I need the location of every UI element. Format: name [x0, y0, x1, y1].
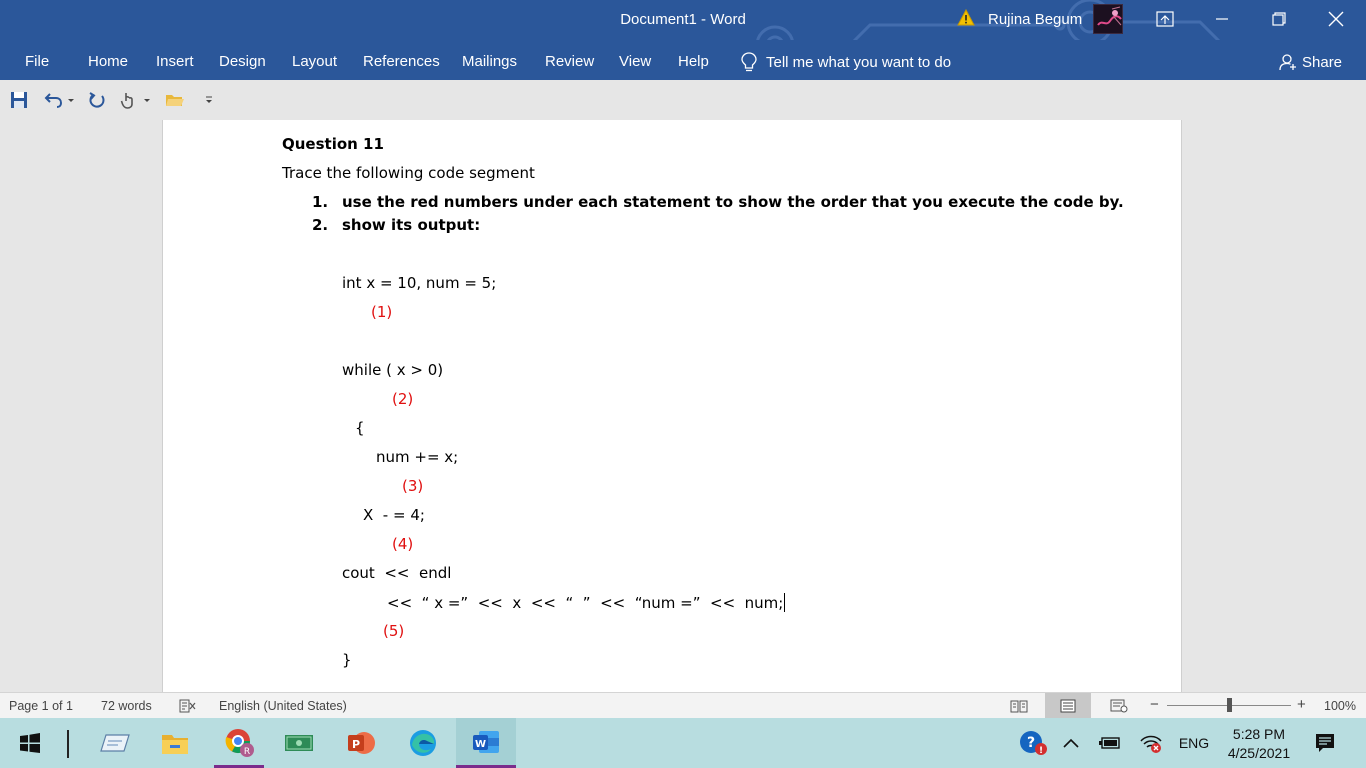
battery-button[interactable] — [1096, 718, 1124, 768]
network-button[interactable] — [1136, 718, 1166, 768]
restore-icon — [1272, 12, 1286, 26]
restore-button[interactable] — [1267, 8, 1291, 30]
avatar-image-icon — [1094, 5, 1123, 34]
title-bar — [0, 0, 1366, 40]
tab-review[interactable]: Review — [545, 53, 595, 70]
status-bar — [0, 692, 1366, 718]
word-icon — [471, 728, 501, 756]
lightbulb-icon — [741, 52, 757, 72]
svg-text:W: W — [474, 738, 487, 750]
code-line: num += x; — [376, 448, 459, 466]
avatar[interactable] — [1093, 4, 1123, 34]
tab-design[interactable]: Design — [219, 53, 266, 70]
save-button[interactable] — [10, 90, 28, 110]
intro-text: Trace the following code segment — [282, 164, 535, 182]
notification-icon — [1315, 733, 1335, 753]
zoom-out-button[interactable]: − — [1150, 696, 1159, 713]
undo-icon — [44, 91, 64, 109]
code-brace: } — [342, 651, 352, 669]
instruction-text: show its output: — [342, 216, 481, 234]
open-button[interactable] — [165, 90, 185, 110]
network-disconnected-icon — [1139, 732, 1163, 754]
web-layout-button[interactable] — [1100, 693, 1138, 718]
minimize-icon — [1215, 12, 1229, 26]
help-notification[interactable] — [1016, 718, 1050, 768]
chevron-down-icon — [67, 96, 75, 104]
tablet-icon — [100, 733, 130, 753]
warning-icon[interactable] — [957, 9, 975, 27]
ribbon-tabs — [0, 40, 1366, 80]
read-mode-button[interactable] — [1000, 693, 1038, 718]
taskbar — [0, 718, 1366, 768]
account-name[interactable]: Rujina Begum — [988, 11, 1083, 28]
taskbar-app-powerpoint[interactable] — [338, 718, 384, 768]
taskbar-app-taskview[interactable] — [92, 718, 138, 768]
print-layout-button[interactable] — [1045, 693, 1091, 718]
ribbon-display-options-button[interactable] — [1153, 8, 1177, 30]
chevron-up-icon — [1063, 738, 1079, 748]
share-button[interactable] — [1279, 53, 1342, 71]
order-marker: (2) — [392, 390, 414, 408]
list-number: 2. — [312, 216, 329, 234]
code-line: while ( x > 0) — [342, 361, 444, 379]
book-icon — [1010, 699, 1028, 713]
tab-home[interactable]: Home — [88, 53, 129, 70]
order-marker: (4) — [392, 535, 414, 553]
order-marker: (5) — [383, 622, 405, 640]
close-button[interactable] — [1324, 8, 1348, 30]
page-count[interactable]: Page 1 of 1 — [9, 699, 73, 713]
minimize-button[interactable] — [1210, 8, 1234, 30]
show-hidden-icons-button[interactable] — [1058, 718, 1084, 768]
window-title: Document1 - Word — [620, 11, 746, 28]
input-language[interactable]: ENG — [1178, 735, 1210, 751]
tab-mailings[interactable]: Mailings — [462, 53, 518, 70]
chevron-down-icon — [143, 96, 151, 104]
redo-icon — [88, 91, 106, 109]
save-icon — [10, 91, 28, 109]
order-marker: (1) — [371, 303, 393, 321]
tab-layout[interactable]: Layout — [292, 53, 338, 70]
taskbar-app-file-explorer[interactable] — [152, 718, 198, 768]
taskbar-app-chrome[interactable] — [214, 718, 264, 768]
customize-dropdown-icon — [204, 95, 214, 105]
tab-file[interactable]: File — [25, 53, 50, 70]
redo-button[interactable] — [88, 90, 106, 110]
tell-me-label: Tell me what you want to do — [766, 53, 952, 71]
folder-open-icon — [165, 92, 185, 108]
tab-view[interactable]: View — [619, 53, 652, 70]
order-marker: (3) — [402, 477, 424, 495]
question-heading: Question 11 — [282, 135, 384, 153]
taskbar-app-money[interactable] — [276, 718, 322, 768]
tell-me-search[interactable] — [741, 52, 951, 72]
code-line: cout << endl — [342, 564, 452, 582]
chrome-icon — [224, 727, 254, 757]
share-label: Share — [1302, 53, 1343, 71]
taskbar-divider — [67, 730, 69, 758]
text-cursor — [784, 593, 785, 612]
clock-date: 4/25/2021 — [1227, 744, 1291, 761]
code-line: int x = 10, num = 5; — [342, 274, 497, 292]
list-number: 1. — [312, 193, 329, 211]
ribbon-display-icon — [1156, 11, 1174, 27]
tab-references[interactable]: References — [363, 53, 440, 70]
web-layout-icon — [1110, 699, 1128, 713]
banknote-icon — [284, 733, 314, 753]
action-center-button[interactable] — [1310, 718, 1340, 768]
start-button[interactable] — [14, 718, 46, 768]
svg-text:R: R — [243, 746, 251, 757]
tab-insert[interactable]: Insert — [156, 53, 194, 70]
windows-logo-icon — [20, 733, 40, 753]
code-line-with-cursor — [387, 593, 785, 612]
person-add-icon — [1279, 53, 1297, 71]
undo-button[interactable] — [44, 90, 75, 110]
svg-text:?: ? — [1026, 735, 1036, 751]
folder-icon — [161, 731, 189, 755]
word-count[interactable]: 72 words — [101, 699, 152, 713]
svg-text:P: P — [351, 738, 361, 751]
code-brace: { — [355, 419, 365, 437]
quick-access-toolbar — [0, 80, 1366, 120]
instruction-text: use the red numbers under each statement to show the order that you execute the code by. — [342, 193, 1124, 211]
zoom-level[interactable]: 100% — [1324, 699, 1356, 713]
taskbar-app-edge[interactable] — [400, 718, 446, 768]
powerpoint-icon — [346, 729, 376, 757]
edge-icon — [408, 728, 438, 758]
print-layout-icon — [1060, 699, 1076, 713]
language[interactable]: English (United States) — [219, 699, 347, 713]
proofing-icon[interactable] — [179, 699, 197, 713]
zoom-in-button[interactable]: + — [1297, 696, 1306, 713]
battery-icon — [1099, 736, 1121, 750]
help-alert-icon — [1019, 730, 1047, 756]
customize-toolbar-button[interactable] — [204, 90, 214, 110]
touch-mode-button[interactable] — [120, 90, 151, 110]
code-line: X - = 4; — [363, 506, 425, 524]
tab-help[interactable]: Help — [678, 53, 709, 70]
close-icon — [1328, 11, 1344, 27]
document-page[interactable] — [162, 120, 1182, 692]
code-line: << “ x =” << x << “ ” << “num =” << num; — [387, 594, 784, 612]
touch-hand-icon — [120, 91, 136, 109]
zoom-slider-thumb[interactable] — [1227, 698, 1232, 712]
taskbar-app-word[interactable] — [456, 718, 516, 768]
clock[interactable] — [1218, 718, 1300, 768]
clock-time: 5:28 PM — [1232, 725, 1286, 742]
svg-text:!: ! — [1038, 746, 1044, 756]
